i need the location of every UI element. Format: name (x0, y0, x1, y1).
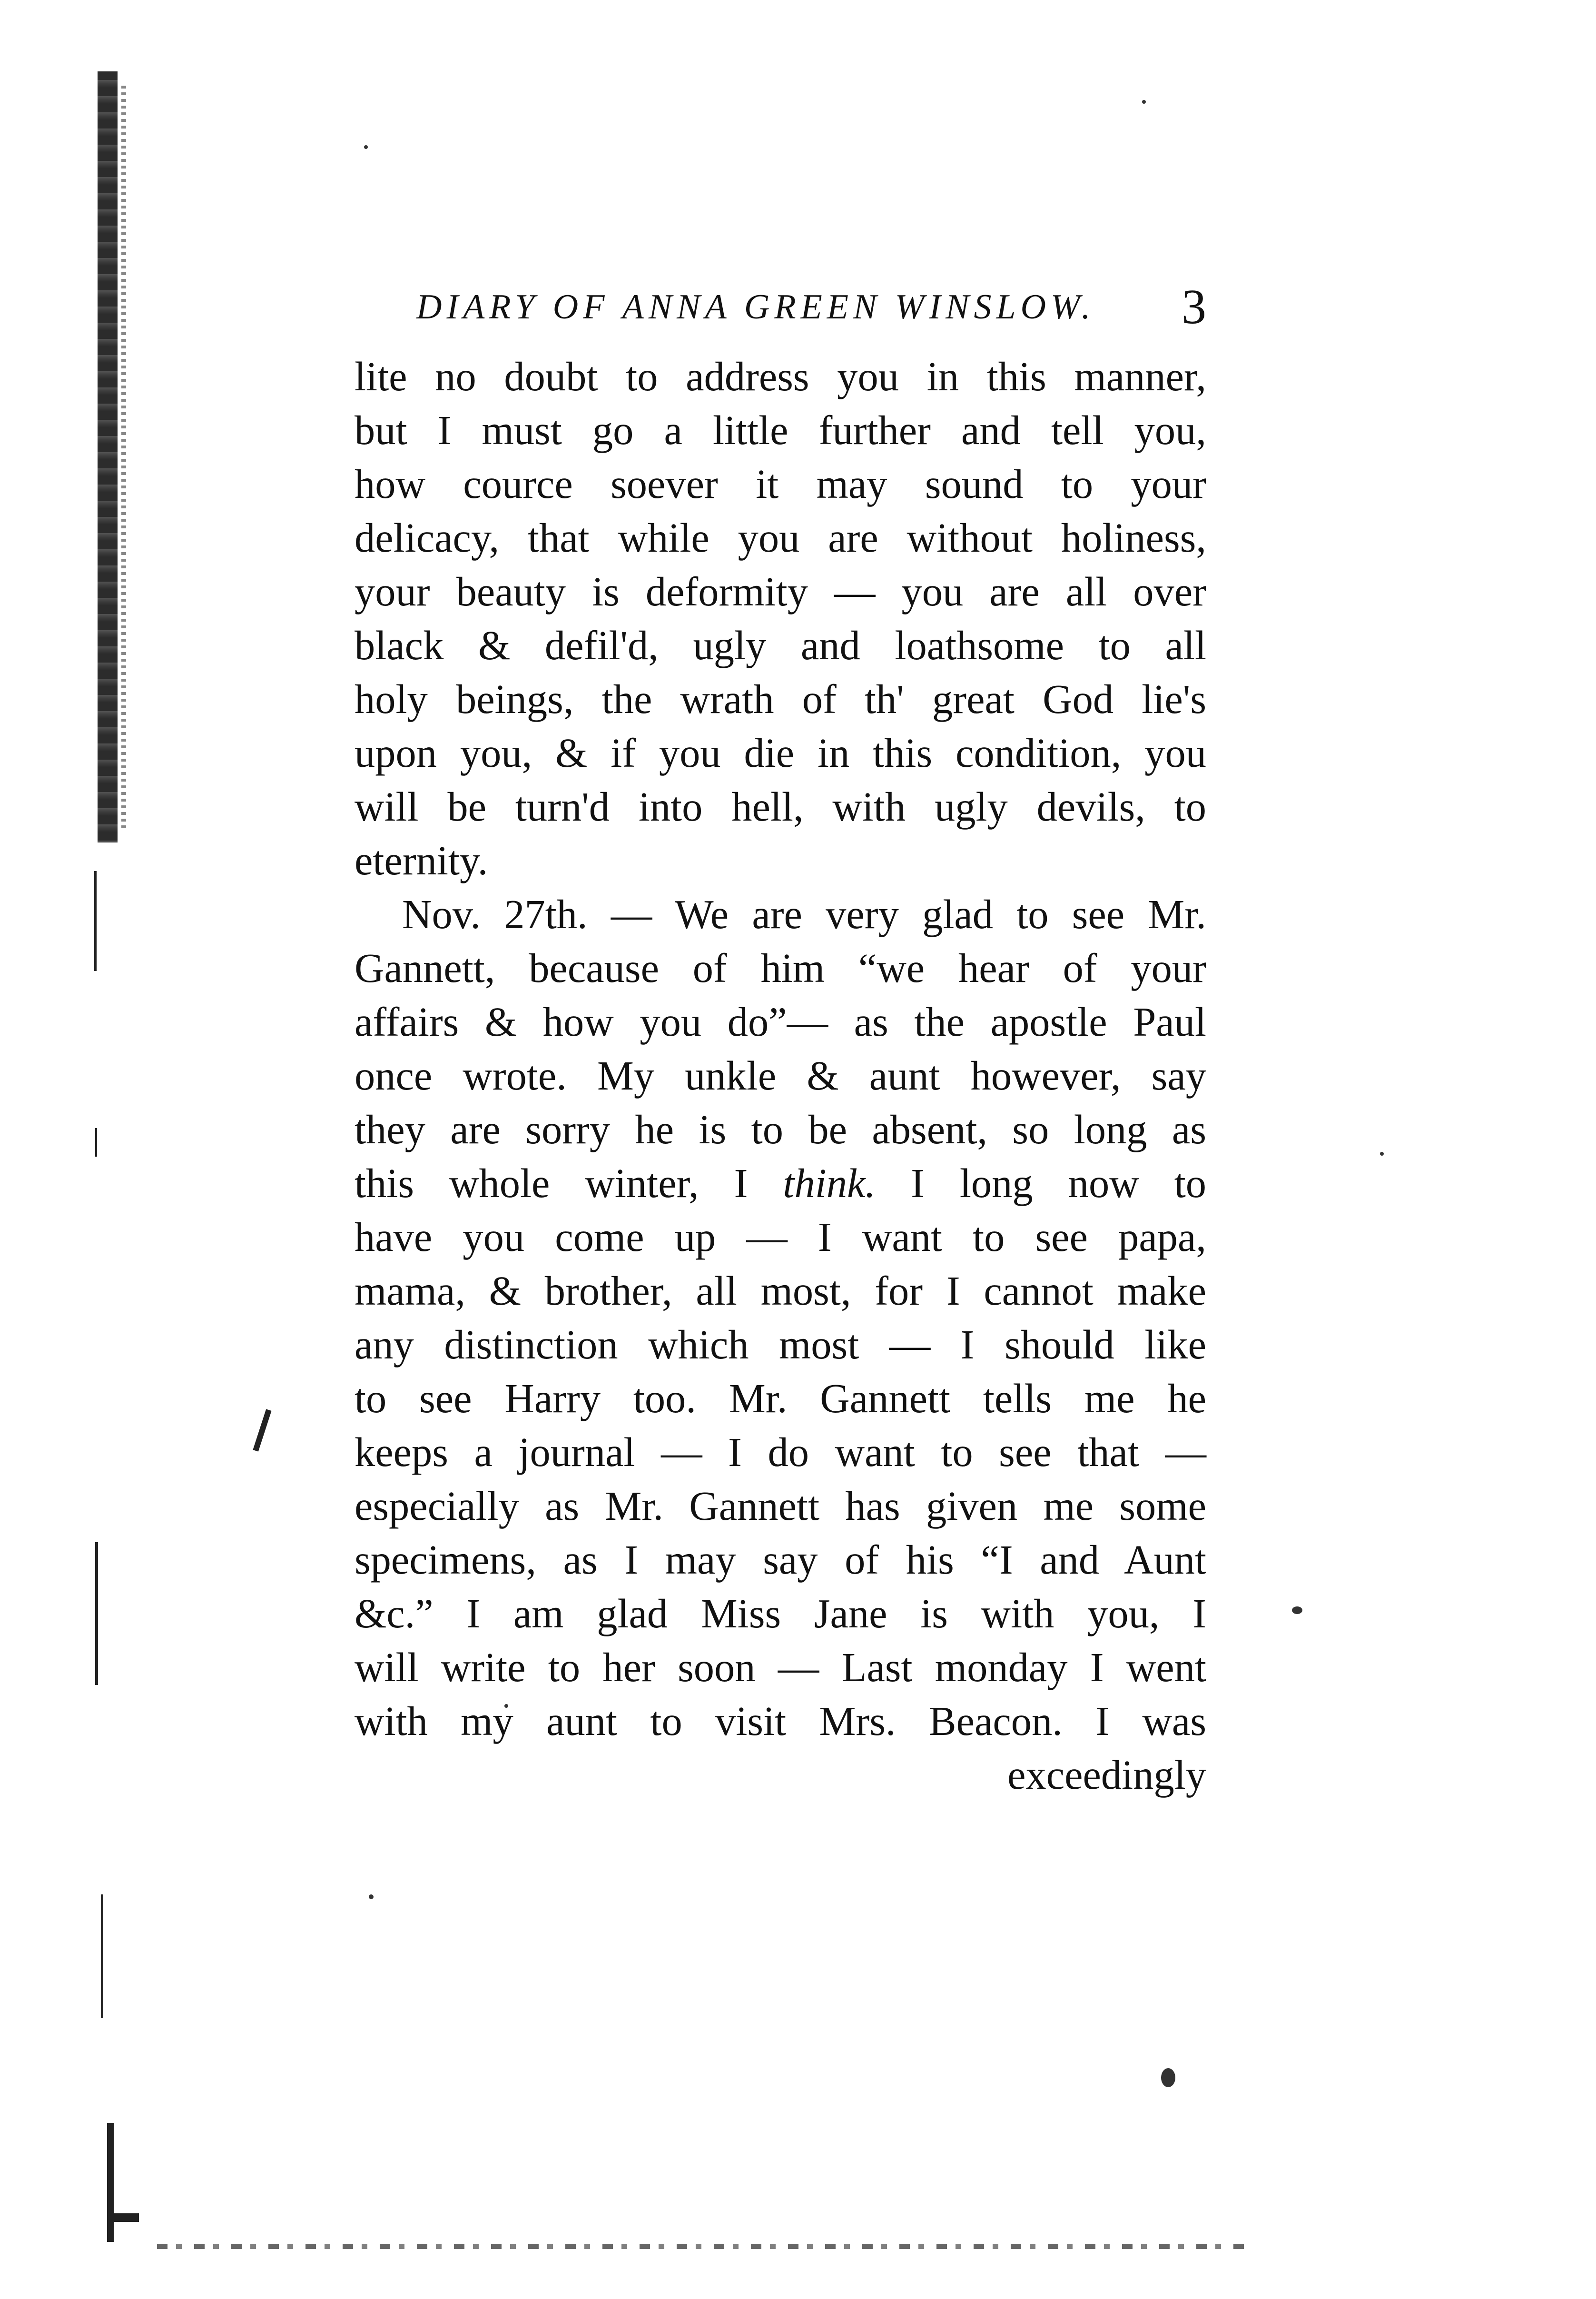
speck (1142, 100, 1146, 104)
binding-shadow (98, 71, 118, 842)
text-line: will be turn'd into hell, with ugly devils, to (355, 784, 1206, 830)
speck (1292, 1606, 1302, 1614)
text-line: lite no doubt to address you in this manner, (355, 354, 1206, 399)
body-text (355, 350, 1206, 1802)
text-line: Nov. 27th. — We are very glad to see Mr. (402, 892, 1206, 937)
text-line: once wrote. My unkle & aunt however, say (355, 1053, 1206, 1099)
binding-shadow-fringe (121, 86, 126, 828)
text-line: mama, & brother, all most, for I cannot make (355, 1268, 1206, 1314)
scan-mark-left-2 (95, 1128, 97, 1157)
scan-mark-left-3 (95, 1542, 98, 1685)
text-line: any distinction which most — I should like (355, 1322, 1206, 1368)
text-line: how cource soever it may sound to your (355, 461, 1206, 507)
text-line: &c.” I am glad Miss Jane is with you, I (355, 1591, 1206, 1636)
text-line: holy beings, the wrath of th' great God lie's (355, 676, 1206, 722)
text-line: your beauty is deformity — you are all over (355, 569, 1206, 614)
running-head (355, 278, 1206, 334)
text-line-segment: this whole winter, I (355, 1160, 783, 1206)
speck (369, 1894, 374, 1899)
text-line (355, 1157, 1206, 1210)
italic-word: think. (783, 1160, 876, 1206)
page-number: 3 (1182, 279, 1206, 334)
text-line: but I must go a little further and tell you, (355, 407, 1206, 453)
scan-dots-bottom (157, 2244, 1251, 2249)
text-line: will write to her soon — Last monday I went (355, 1645, 1206, 1690)
text-line: specimens, as I may say of his “I and Aunt (355, 1537, 1206, 1583)
text-line: eternity. (355, 838, 488, 883)
catchword: exceedingly (1007, 1752, 1206, 1798)
text-line: to see Harry too. Mr. Gannett tells me he (355, 1376, 1206, 1421)
text-line: especially as Mr. Gannett has given me some (355, 1483, 1206, 1529)
scan-mark-left-4 (101, 1894, 103, 2018)
text-line: Gannett, because of him “we hear of your (355, 945, 1206, 991)
text-line: delicacy, that while you are without holiness, (355, 515, 1206, 561)
speck (1380, 1152, 1384, 1156)
scan-mark-left-1 (94, 871, 97, 971)
pen-mark (253, 1409, 271, 1451)
text-line: affairs & how you do”— as the apostle Paul (355, 999, 1206, 1045)
text-line: keeps a journal — I do want to see that — (355, 1429, 1206, 1475)
text-line: upon you, & if you die in this condition, you (355, 730, 1206, 776)
speck (364, 145, 368, 149)
speck (1161, 2068, 1175, 2087)
scan-mark-left-5 (107, 2123, 114, 2242)
text-line: black & defil'd, ugly and loathsome to all (355, 623, 1206, 668)
text-line: they are sorry he is to be absent, so long as (355, 1107, 1206, 1152)
text-line: with my aunt to visit Mrs. Beacon. I was (355, 1698, 1206, 1744)
running-title: DIARY OF ANNA GREEN WINSLOW. (416, 287, 1095, 327)
text-line-segment: I long now to (911, 1160, 1206, 1206)
scan-mark-left-6 (110, 2213, 139, 2222)
text-line: have you come up — I want to see papa, (355, 1214, 1206, 1260)
